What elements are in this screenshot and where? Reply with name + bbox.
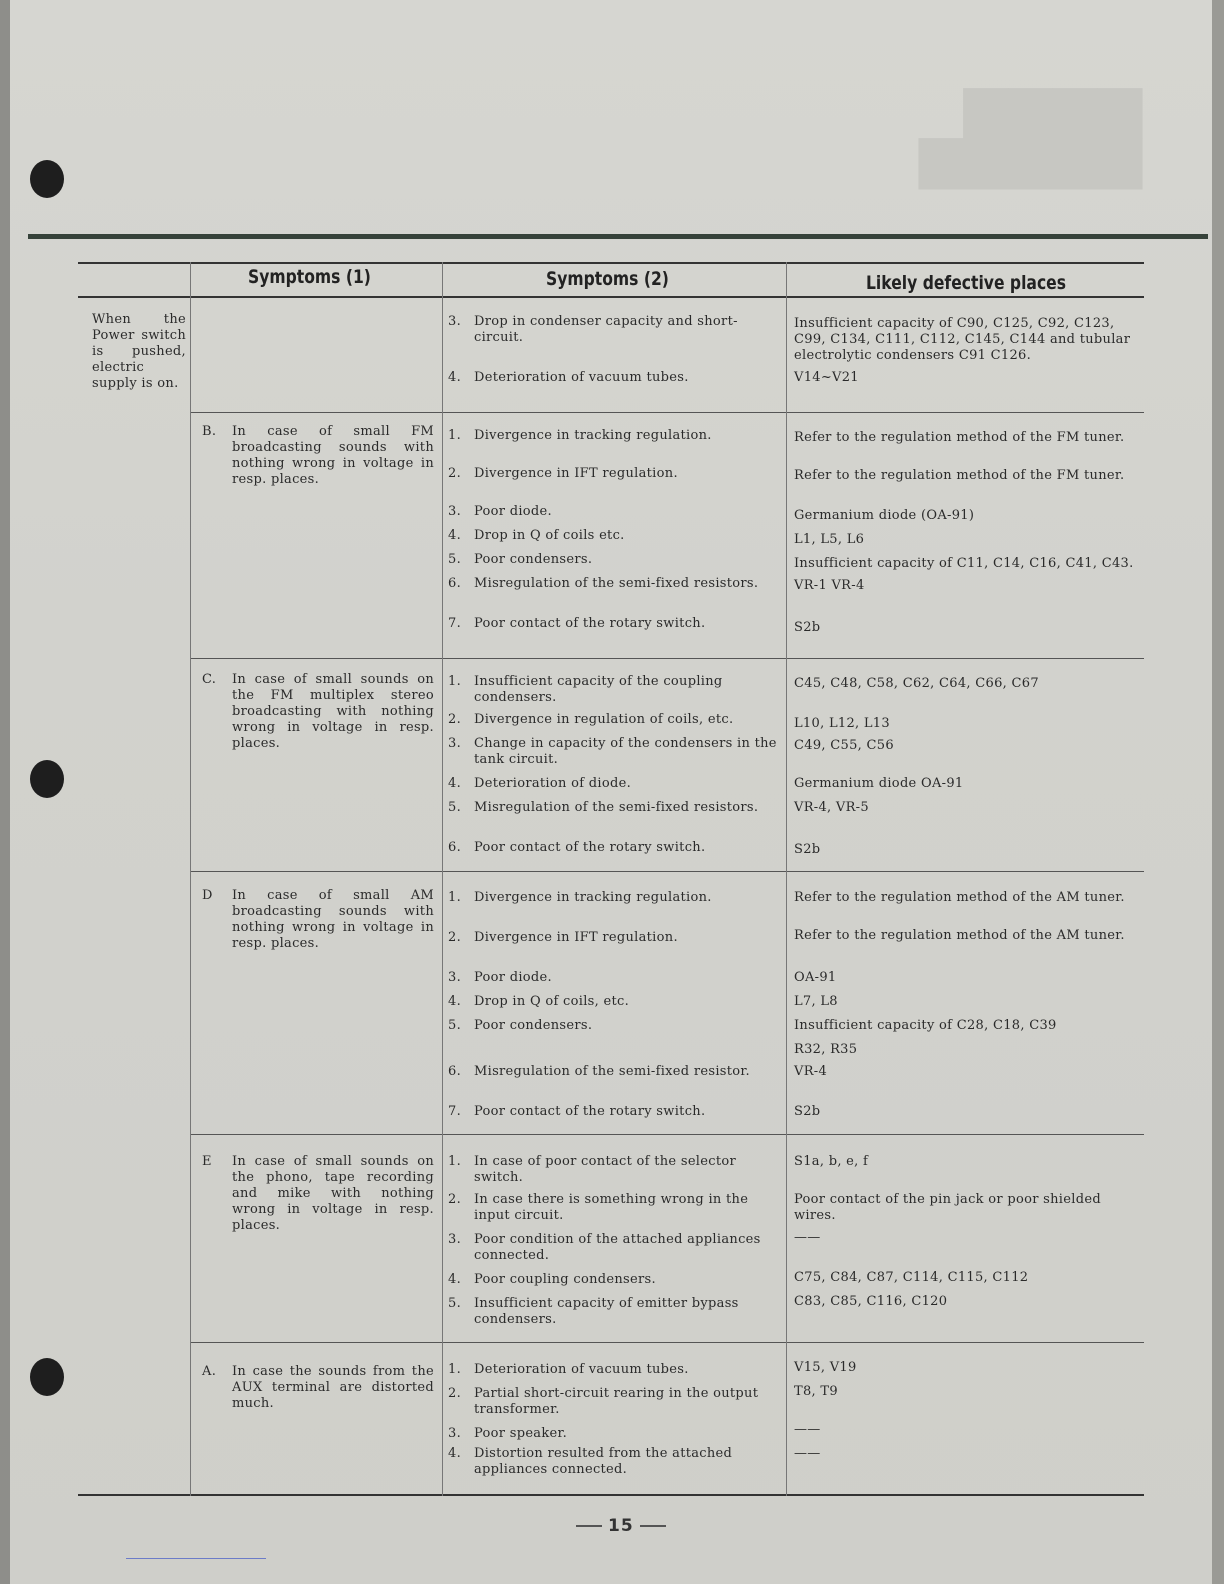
defective-place: T8, T9 bbox=[794, 1384, 838, 1399]
defective-place: Insufficient capacity of C90, C125, C92, C123, C99, C134, C111, C112, C145, C144 and tubular electrolytic condensers C91 C126. bbox=[794, 316, 1131, 363]
scan-artifact-line bbox=[126, 1558, 266, 1559]
manual-page bbox=[10, 0, 1212, 1584]
binder-hole bbox=[30, 160, 64, 198]
defective-place: V14~V21 bbox=[794, 370, 859, 385]
defective-place: C49, C55, C56 bbox=[794, 738, 894, 753]
list-item: 6. Poor contact of the rotary switch. bbox=[448, 840, 706, 855]
defective-place: Refer to the regulation method of the FM tuner. bbox=[794, 468, 1125, 483]
binder-hole bbox=[30, 760, 64, 798]
header-likely-defective-places: Likely defective places bbox=[866, 272, 1067, 294]
list-item: 5. Poor condensers. bbox=[448, 552, 593, 567]
list-item: 4. Deterioration of diode. bbox=[448, 776, 632, 791]
symptom-b: B. In case of small FM broadcasting sounds with nothing wrong in voltage in resp. places. bbox=[202, 424, 434, 487]
list-item: 3. Poor diode. bbox=[448, 970, 552, 985]
defective-place: S2b bbox=[794, 620, 821, 635]
list-item: 5. Insufficient capacity of emitter bypass condensers. bbox=[448, 1296, 739, 1327]
list-item: 2. In case there is something wrong in the input circuit. bbox=[448, 1192, 749, 1223]
list-item: 4. Drop in Q of coils, etc. bbox=[448, 994, 630, 1009]
list-item: 4. Drop in Q of coils etc. bbox=[448, 528, 625, 543]
list-item: 6. Misregulation of the semi-fixed resistor. bbox=[448, 1064, 750, 1079]
defective-place: Insufficient capacity of C28, C18, C39 bbox=[794, 1018, 1057, 1033]
defective-place: Poor contact of the pin jack or poor shielded wires. bbox=[794, 1192, 1101, 1223]
list-item: 2. Divergence in IFT regulation. bbox=[448, 930, 678, 945]
list-item: 1. Insufficient capacity of the coupling condensers. bbox=[448, 674, 723, 705]
defective-place: —— bbox=[794, 1422, 821, 1437]
header-rule bbox=[28, 234, 1208, 239]
ghost-bleed-text: ▆▆▆▆ ▆▆▆▆▆ bbox=[918, 71, 1142, 189]
defective-place: C75, C84, C87, C114, C115, C112 bbox=[794, 1270, 1029, 1285]
defective-place: S1a, b, e, f bbox=[794, 1154, 869, 1169]
list-item: 1. Divergence in tracking regulation. bbox=[448, 428, 712, 443]
list-item: 5. Poor condensers. bbox=[448, 1018, 593, 1033]
symptom-a-aux: A. In case the sounds from the AUX terminal are distorted much. bbox=[202, 1364, 434, 1411]
list-item: 4. Deterioration of vacuum tubes. bbox=[448, 370, 689, 385]
header-symptoms-2: Symptoms (2) bbox=[546, 268, 669, 290]
defective-place: Germanium diode OA-91 bbox=[794, 776, 964, 791]
defective-place: Refer to the regulation method of the AM tuner. bbox=[794, 928, 1125, 943]
list-item: 2. Divergence in regulation of coils, etc. bbox=[448, 712, 734, 727]
list-item: 6. Misregulation of the semi-fixed resistors. bbox=[448, 576, 759, 591]
page-edge bbox=[1212, 0, 1224, 1584]
list-item: 3. Drop in condenser capacity and short-circuit. bbox=[448, 314, 738, 345]
list-item: 7. Poor contact of the rotary switch. bbox=[448, 616, 706, 631]
list-item: 5. Misregulation of the semi-fixed resistors. bbox=[448, 800, 759, 815]
defective-place: C45, C48, C58, C62, C64, C66, C67 bbox=[794, 676, 1039, 691]
list-item: 1. Divergence in tracking regulation. bbox=[448, 890, 712, 905]
defective-place: VR-1 VR-4 bbox=[794, 578, 865, 593]
list-item: 3. Change in capacity of the condensers in the tank circuit. bbox=[448, 736, 777, 767]
list-item: 2. Divergence in IFT regulation. bbox=[448, 466, 678, 481]
defective-place: VR-4 bbox=[794, 1064, 828, 1079]
troubleshooting-table bbox=[78, 262, 1144, 1498]
defective-place: VR-4, VR-5 bbox=[794, 800, 869, 815]
symptom-c: C. In case of small sounds on the FM multiplex stereo broadcasting with nothing wrong in voltage in resp. places. bbox=[202, 672, 434, 751]
defective-place: —— bbox=[794, 1446, 821, 1461]
list-item: 1. In case of poor contact of the selector switch. bbox=[448, 1154, 737, 1185]
defective-place: V15, V19 bbox=[794, 1360, 857, 1375]
defective-place: S2b bbox=[794, 842, 821, 857]
list-item: 2. Partial short-circuit rearing in the output transformer. bbox=[448, 1386, 759, 1417]
defective-place: OA-91 bbox=[794, 970, 837, 985]
defective-place: L7, L8 bbox=[794, 994, 838, 1009]
defective-place: L10, L12, L13 bbox=[794, 716, 890, 731]
binder-hole bbox=[30, 1358, 64, 1396]
defective-place: C83, C85, C116, C120 bbox=[794, 1294, 948, 1309]
list-item: 1. Deterioration of vacuum tubes. bbox=[448, 1362, 689, 1377]
defective-place: Refer to the regulation method of the AM tuner. bbox=[794, 890, 1125, 905]
binding-edge bbox=[0, 0, 10, 1584]
defective-place: Insufficient capacity of C11, C14, C16, C41, C43. bbox=[794, 556, 1134, 571]
list-item: 7. Poor contact of the rotary switch. bbox=[448, 1104, 706, 1119]
defective-place: Refer to the regulation method of the FM tuner. bbox=[794, 430, 1125, 445]
defective-place: R32, R35 bbox=[794, 1042, 858, 1057]
list-item: 4. Distortion resulted from the attached appliances connected. bbox=[448, 1446, 733, 1477]
header-symptoms-1: Symptoms (1) bbox=[248, 266, 371, 288]
list-item: 3. Poor diode. bbox=[448, 504, 552, 519]
intro-text: When the Power switch is pushed, electric supply is on. bbox=[92, 312, 186, 391]
symptom-e: E In case of small sounds on the phono, tape recording and mike with nothing wrong in voltage in resp. places. bbox=[202, 1154, 434, 1233]
defective-place: —— bbox=[794, 1230, 821, 1245]
defective-place: L1, L5, L6 bbox=[794, 532, 865, 547]
defective-place: S2b bbox=[794, 1104, 821, 1119]
defective-place: Germanium diode (OA-91) bbox=[794, 508, 975, 523]
list-item: 3. Poor condition of the attached appliances connected. bbox=[448, 1232, 761, 1263]
list-item: 4. Poor coupling condensers. bbox=[448, 1272, 656, 1287]
list-item: 3. Poor speaker. bbox=[448, 1426, 568, 1441]
page-number: 15 bbox=[570, 1516, 672, 1536]
symptom-d: D In case of small AM broadcasting sounds with nothing wrong in voltage in resp. places. bbox=[202, 888, 434, 951]
